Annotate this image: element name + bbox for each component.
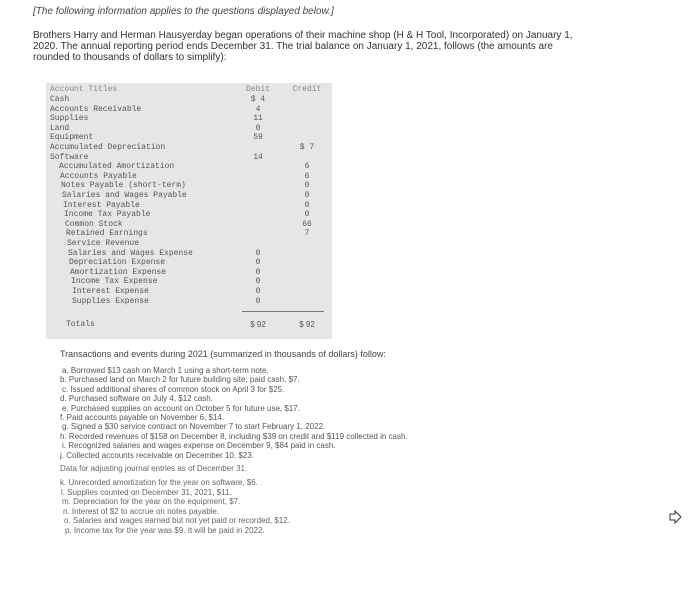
account-title: Common Stock (65, 219, 123, 229)
table-row (46, 210, 332, 220)
debit-value: 0 (255, 123, 261, 133)
intro-paragraph (33, 30, 653, 63)
intro-line: Brothers Harry and Herman Hausyerday began operations of their machine shop (H & H Tool, Incorporated) on January 1, (33, 30, 573, 41)
table-row (46, 162, 332, 172)
credit-value: 0 (304, 200, 310, 210)
account-title: Interest Expense (72, 287, 149, 296)
transactions-heading: Transactions and events during 2021 (summarized in thousands of dollars) follow: (60, 349, 386, 359)
list-item: e. Purchased supplies on account on October 5 for future use, $17. (62, 403, 300, 413)
account-title: Software (50, 152, 89, 162)
debit-value: 14 (253, 152, 263, 162)
totals-credit: $ 92 (299, 320, 315, 329)
debit-value: 0 (255, 248, 261, 258)
table-row (46, 258, 332, 268)
credit-value: 0 (304, 191, 310, 200)
credit-header: Credit (292, 85, 322, 94)
table-row (46, 191, 332, 201)
table-row (46, 220, 332, 230)
account-title: Retained Earnings (66, 229, 148, 239)
debit-value: 0 (255, 277, 261, 287)
credit-value: 0 (304, 181, 310, 191)
list-item: j. Collected accounts receivable on December 10, $23. (60, 450, 254, 460)
totals-debit: $ 92 (250, 320, 266, 329)
adjusting-heading: Data for adjusting journal entries as of December 31: (60, 464, 248, 473)
list-item: b. Purchased land on March 2 for future building site; paid cash, $7. (60, 375, 300, 385)
totals-label: Totals (66, 320, 95, 329)
account-title: Supplies Expense (72, 296, 149, 306)
account-title: Accumulated Depreciation (50, 143, 166, 152)
list-item: i. Recognized salaries and wages expense on December 9, $84 paid in cash. (62, 441, 336, 451)
table-row (46, 181, 332, 191)
intro-line: 2020. The annual reporting period ends December 31. The trial balance on January 1, 2021, follows (the amounts are (33, 41, 553, 52)
table-row (46, 239, 332, 249)
list-item: m. Depreciation for the year on the equipment, $7. (62, 497, 241, 507)
list-item: l. Supplies counted on December 31, 2021, $11. (61, 487, 232, 497)
table-row (46, 95, 332, 105)
table-header-row (46, 85, 332, 95)
account-title: Accumulated Amortization (59, 162, 175, 172)
list-item: d. Purchased software on July 4, $12 cash. (60, 394, 213, 404)
credit-value: 6 (304, 162, 310, 172)
account-title: Depreciation Expense (69, 258, 166, 268)
table-row (46, 143, 332, 153)
list-item: k. Unrecorded amortization for the year on software, $6. (60, 478, 258, 487)
credit-value: 7 (304, 229, 310, 239)
account-title: Land (50, 123, 70, 133)
account-title: Interest Payable (63, 200, 140, 210)
table-row (46, 249, 332, 259)
account-title: Income Tax Expense (71, 277, 158, 287)
list-item: o. Salaries and wages earned but not yet paid or recorded, $12. (64, 516, 290, 526)
credit-value: $ 7 (299, 143, 315, 152)
list-item: c. Issued additional shares of common stock on April 3 for $25. (62, 384, 285, 394)
list-item: f. Paid accounts payable on November 6, $14. (60, 413, 225, 422)
debit-value: 0 (255, 287, 261, 296)
totals-row (46, 320, 332, 330)
account-title: Income Tax Payable (64, 210, 151, 220)
account-title: Cash (50, 95, 70, 104)
mouse-cursor-icon (668, 510, 682, 524)
table-row (46, 133, 332, 143)
list-item: p. Income tax for the year was $9. It will be paid in 2022. (65, 526, 265, 535)
list-item: n. Interest of $2 to accrue on notes payable. (63, 506, 220, 516)
table-row (46, 277, 332, 287)
table-row (46, 229, 332, 239)
list-item: a. Borrowed $13 cash on March 1 using a short-term note. (62, 366, 269, 375)
account-title: Accounts Receivable (50, 104, 142, 114)
table-row (46, 124, 332, 134)
account-title: Salaries and Wages Expense (68, 248, 193, 258)
debit-value: $ 4 (250, 95, 266, 104)
credit-value: 66 (302, 219, 312, 229)
debit-header: Debit (245, 85, 270, 94)
debit-value: 0 (255, 296, 261, 306)
account-title: Supplies (50, 114, 89, 124)
debit-value: 0 (255, 258, 261, 268)
totals-rule (242, 311, 324, 312)
table-row (46, 268, 332, 278)
header-note: [The following information applies to the questions displayed below.] (33, 6, 334, 17)
account-title: Accounts Payable (60, 171, 137, 181)
account-title: Salaries and Wages Payable (62, 191, 187, 200)
table-row (46, 114, 332, 124)
debit-value: 0 (255, 267, 261, 277)
table-row (46, 153, 332, 163)
account-title: Service Revenue (67, 239, 140, 248)
trial-balance-table (46, 83, 332, 339)
credit-value: 6 (304, 171, 310, 181)
account-title: Notes Payable (short-term) (61, 181, 186, 191)
table-row (46, 297, 332, 307)
table-row (46, 172, 332, 182)
account-title: Amortization Expense (70, 267, 167, 277)
debit-value: 4 (255, 104, 261, 114)
account-titles-header: Account Titles (50, 85, 118, 94)
list-item: h. Recorded revenues of $158 on December 8, including $39 on credit and $119 collected in cash. (60, 431, 408, 441)
intro-line: rounded to thousands of dollars to simplify): (33, 52, 227, 63)
credit-value: 0 (304, 210, 310, 220)
table-row (46, 287, 332, 297)
debit-value: 59 (253, 133, 263, 143)
list-item: g. Signed a $30 service contract on November 7 to start February 1, 2022. (62, 422, 326, 432)
table-row (46, 105, 332, 115)
debit-value: 11 (253, 114, 263, 124)
table-row (46, 201, 332, 211)
account-title: Equipment (50, 133, 94, 143)
